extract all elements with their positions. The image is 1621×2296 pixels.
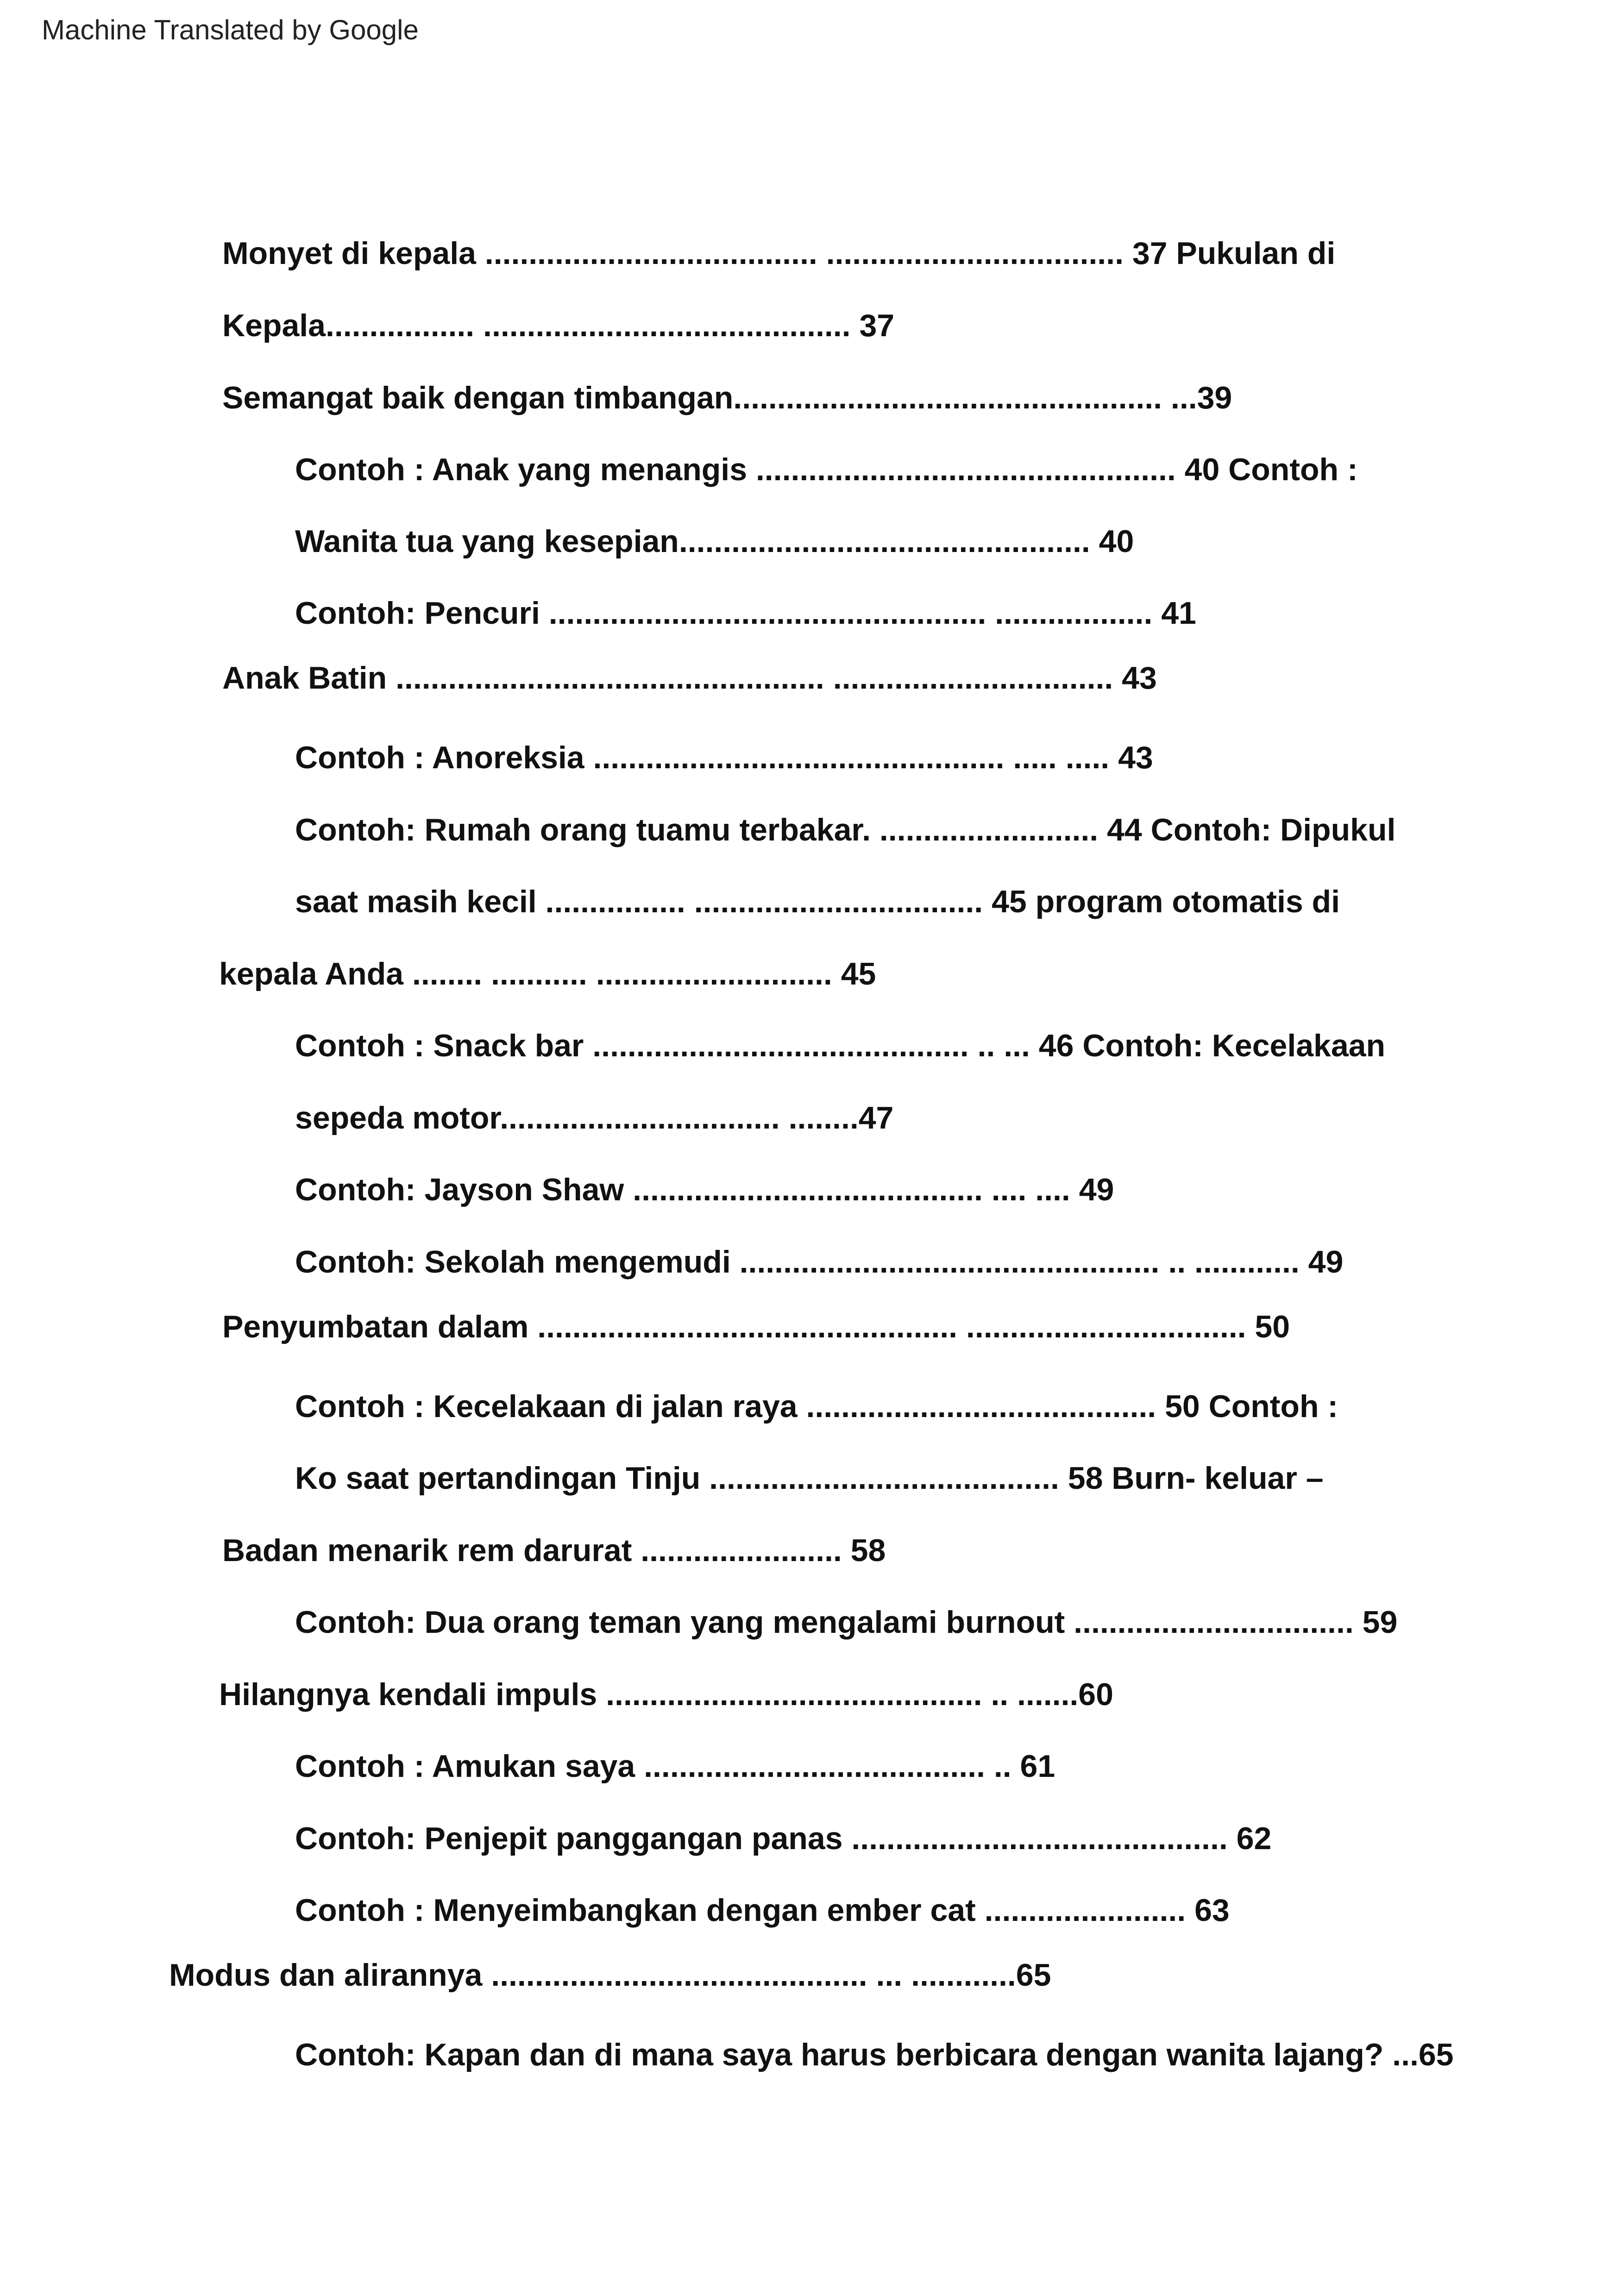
toc-line: Penyumbatan dalam ................................................ ................................ 50 <box>222 1309 1290 1344</box>
toc-line: Contoh: Kapan dan di mana saya harus berbicara dengan wanita lajang? ...65 <box>295 2037 1454 2072</box>
toc-line: Contoh : Snack bar ........................................... .. ... 46 Contoh: Kecelakaan <box>295 1028 1386 1063</box>
toc-line: Contoh : Kecelakaan di jalan raya ........................................ 50 Contoh : <box>295 1389 1338 1424</box>
toc-line: Ko saat pertandingan Tinju ........................................ 58 Burn- keluar – <box>295 1461 1324 1496</box>
toc-line: Contoh : Amukan saya ....................................... .. 61 <box>295 1749 1056 1784</box>
toc-line: Wanita tua yang kesepian............................................... 40 <box>295 524 1134 559</box>
toc-line: Contoh: Rumah orang tuamu terbakar. ......................... 44 Contoh: Dipukul <box>295 812 1396 847</box>
toc-line: Contoh : Anoreksia ............................................... ..... ..... 43 <box>295 740 1153 775</box>
toc-line: Contoh: Sekolah mengemudi ................................................ .. ............ 49 <box>295 1244 1344 1280</box>
toc-line: Contoh: Dua orang teman yang mengalami burnout ................................ 59 <box>295 1605 1398 1640</box>
toc-line: Contoh : Anak yang menangis ................................................ 40 Contoh : <box>295 452 1358 487</box>
machine-translation-note: Machine Translated by Google <box>42 14 419 45</box>
toc-line: Kepala................. .......................................... 37 <box>222 308 895 343</box>
toc-line: Hilangnya kendali impuls ........................................... .. .......60 <box>219 1677 1113 1712</box>
toc-line: sepeda motor................................ ........47 <box>295 1100 894 1135</box>
toc-line: Badan menarik rem darurat ....................... 58 <box>222 1533 886 1568</box>
toc-line: kepala Anda ........ ........... ........................... 45 <box>219 956 876 991</box>
toc-line: Monyet di kepala ...................................... .................................. 37 Pukulan di <box>222 236 1336 271</box>
toc-line: Contoh: Penjepit panggangan panas ........................................... 62 <box>295 1821 1272 1856</box>
toc-line: Modus dan alirannya ........................................... ... ............65 <box>169 1957 1051 1993</box>
toc-line: Contoh: Jayson Shaw ........................................ .... .... 49 <box>295 1172 1114 1207</box>
toc-line: Contoh : Menyeimbangkan dengan ember cat ....................... 63 <box>295 1893 1230 1928</box>
toc-line: Contoh: Pencuri .................................................. .................. 41 <box>295 596 1196 631</box>
toc-line: saat masih kecil ................ ................................. 45 program otomatis di <box>295 884 1340 919</box>
toc-line: Anak Batin ................................................. ................................ 43 <box>222 660 1157 696</box>
toc-line: Semangat baik dengan timbangan................................................. ...39 <box>222 380 1232 415</box>
